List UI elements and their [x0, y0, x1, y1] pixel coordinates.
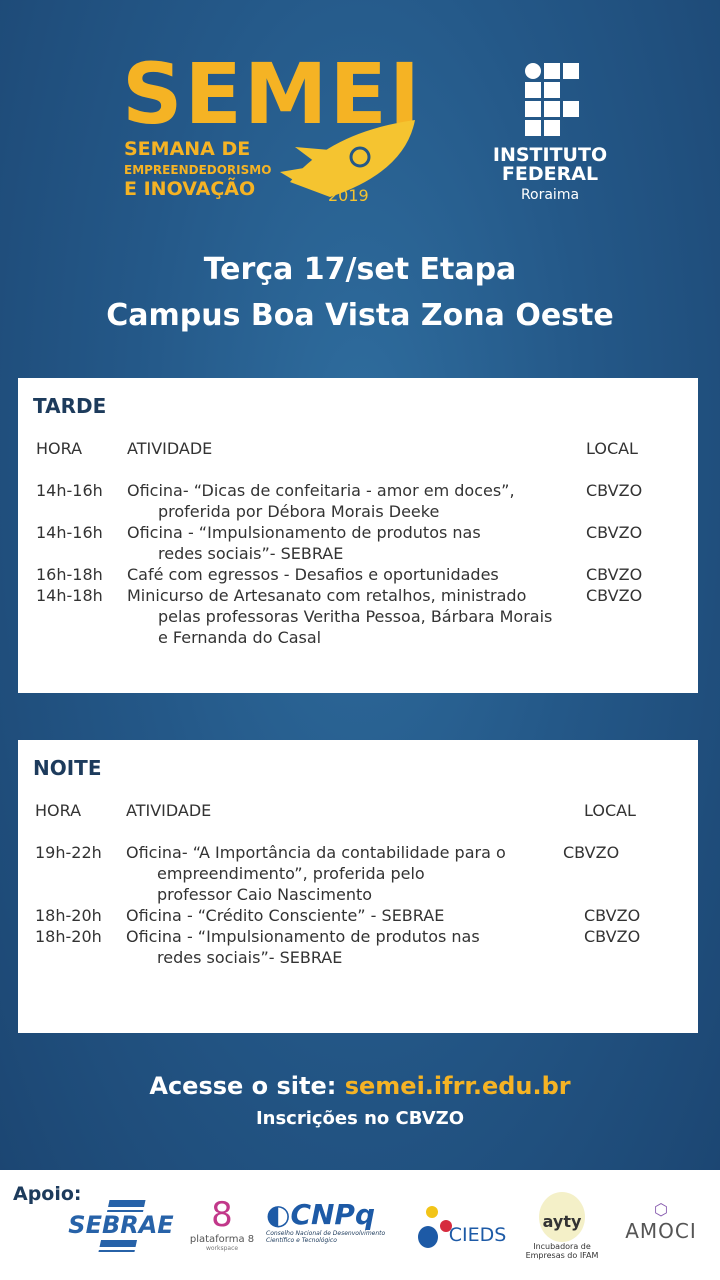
- row-atividade: Oficina - “Crédito Consciente” - SEBRAE: [126, 906, 445, 925]
- row-atividade: e Fernanda do Casal: [158, 628, 322, 647]
- logo-line2: EMPREENDEDORISMO: [124, 163, 272, 177]
- page-title-campus: Campus Boa Vista Zona Oeste: [106, 298, 614, 333]
- row-atividade: professor Caio Nascimento: [157, 885, 373, 904]
- row-hora: 19h-22h: [35, 843, 102, 862]
- row-hora: 14h-16h: [36, 523, 103, 542]
- row-atividade: Oficina - “Impulsionamento de produtos nas: [127, 523, 481, 542]
- row-atividade: Oficina- “A Importância da contabilidade para o: [126, 843, 506, 862]
- page-title-date: Terça 17/set Etapa: [203, 252, 517, 287]
- section-heading: NOITE: [33, 756, 102, 780]
- row-local: CBVZO: [563, 843, 620, 862]
- site-line: Acesse o site: semei.ifrr.edu.br: [149, 1072, 571, 1100]
- row-local: CBVZO: [586, 586, 643, 605]
- site-link[interactable]: semei.ifrr.edu.br: [344, 1072, 571, 1100]
- if-campus: Roraima: [520, 187, 580, 203]
- row-atividade: redes sociais”- SEBRAE: [157, 948, 343, 967]
- section-heading: TARDE: [33, 394, 107, 418]
- noite-panel: [18, 740, 698, 1033]
- column-header-hora: HORA: [35, 801, 82, 820]
- column-header-local: LOCAL: [584, 801, 636, 820]
- logo-line3: E INOVAÇÃO: [124, 178, 256, 200]
- inscricoes-text: Inscrições no CBVZO: [255, 1108, 465, 1129]
- sebrae-logo: SEBRAE: [66, 1200, 176, 1226]
- logo-line1: SEMANA DE: [124, 138, 251, 160]
- row-atividade: Café com egressos - Desafios e oportunidades: [127, 565, 499, 584]
- row-local: CBVZO: [584, 927, 641, 946]
- row-local: CBVZO: [584, 906, 641, 925]
- row-atividade: Oficina- “Dicas de confeitaria - amor em doces”,: [127, 481, 515, 500]
- if-name: INSTITUTO FEDERAL: [492, 144, 608, 185]
- row-atividade: pelas professoras Veritha Pessoa, Bárbara Morais: [158, 607, 553, 626]
- tarde-panel: [18, 378, 698, 693]
- column-header-hora: HORA: [36, 439, 83, 458]
- row-atividade: redes sociais”- SEBRAE: [158, 544, 344, 563]
- ayty-logo: ayty Incubadora de Empresas do IFAM: [522, 1192, 602, 1260]
- row-hora: 18h-20h: [35, 927, 102, 946]
- column-header-atividade: ATIVIDADE: [127, 439, 213, 458]
- row-local: CBVZO: [586, 481, 643, 500]
- apoio-label: Apoio:: [13, 1183, 82, 1205]
- network-icon: ⬡: [654, 1200, 668, 1219]
- semei-logo-text: SEMEI: [122, 45, 423, 143]
- row-atividade: Oficina - “Impulsionamento de produtos nas: [126, 927, 480, 946]
- row-atividade: empreendimento”, proferida pelo: [157, 864, 425, 883]
- column-header-atividade: ATIVIDADE: [126, 801, 212, 820]
- cieds-logo: CIEDS: [416, 1206, 511, 1228]
- row-atividade: proferida por Débora Morais Deeke: [158, 502, 440, 521]
- row-hora: 14h-16h: [36, 481, 103, 500]
- column-header-local: LOCAL: [586, 439, 638, 458]
- if-logo-icon: [525, 63, 581, 136]
- row-hora: 18h-20h: [35, 906, 102, 925]
- plataforma8-logo: 8 plataforma 8 workspace: [189, 1195, 255, 1252]
- cnpq-logo: ◐CNPq Conselho Nacional de Desenvolvimento Científico e Tecnológico: [266, 1198, 386, 1244]
- row-atividade: Minicurso de Artesanato com retalhos, ministrado: [127, 586, 527, 605]
- logo-year: 2019: [328, 186, 369, 205]
- amoci-logo: ⬡ AMOCI: [616, 1200, 706, 1243]
- sponsors-bar: [0, 1170, 720, 1280]
- row-hora: 16h-18h: [36, 565, 103, 584]
- row-local: CBVZO: [586, 523, 643, 542]
- row-hora: 14h-18h: [36, 586, 103, 605]
- row-local: CBVZO: [586, 565, 643, 584]
